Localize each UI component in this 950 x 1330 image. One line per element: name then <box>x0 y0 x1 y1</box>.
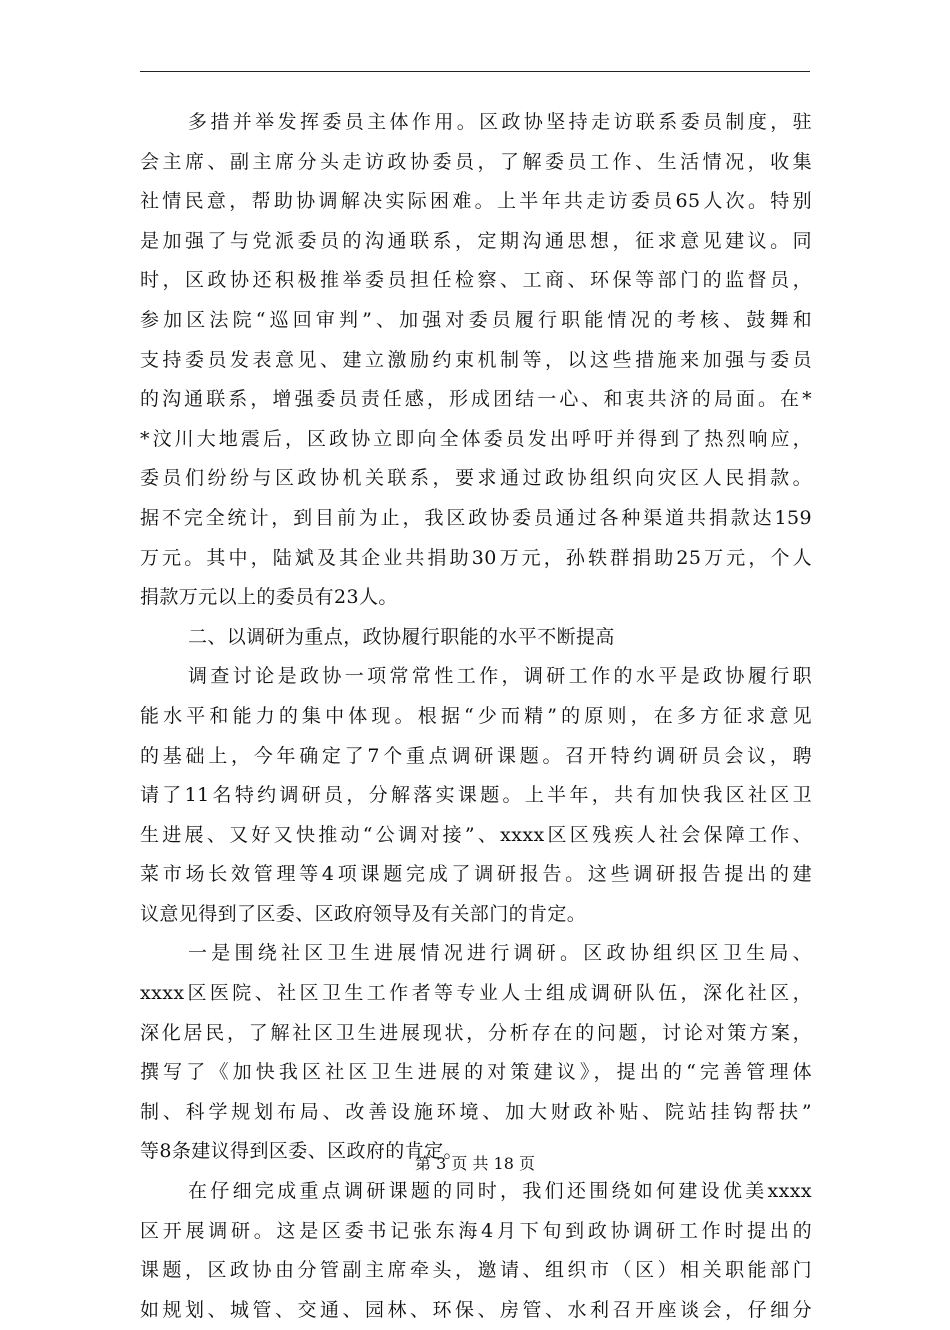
text-line: 捐款万元以上的委员有23人。 <box>140 586 398 609</box>
text-line: 的沟通联系，增强委员责任感，形成团结一心、和衷共济的局面。在* <box>140 388 812 411</box>
text-line: 菜市场长效管理等4项课题完成了调研报告。这些调研报告提出的建 <box>140 863 812 886</box>
text-line: 时，区政协还积极推举委员担任检察、工商、环保等部门的监督员， <box>140 269 812 292</box>
text-line: 生进展、又好又快推动“公调对接”、xxxx区区残疾人社会保障工作、 <box>140 823 812 846</box>
text-line: 深化居民，了解社区卫生进展现状，分析存在的问题，讨论对策方案， <box>140 1021 812 1044</box>
text-line: 课题，区政协由分管副主席牵头，邀请、组织市（区）相关职能部门 <box>140 1259 812 1282</box>
text-line: 议意见得到了区委、区政府领导及有关部门的肯定。 <box>140 902 587 925</box>
text-line: 请了11名特约调研员，分解落实课题。上半年，共有加快我区社区卫 <box>140 784 812 807</box>
text-line: 区开展调研。这是区委书记张东海4月下旬到政协调研工作时提出的 <box>140 1219 812 1242</box>
header-rule <box>140 71 810 72</box>
text-line: 调查讨论是政协一项常常性工作，调研工作的水平是政协履行职 <box>188 665 812 688</box>
text-line: 多措并举发挥委员主体作用。区政协坚持走访联系委员制度，驻 <box>188 111 812 133</box>
text-line: xxxx区医院、社区卫生工作者等专业人士组成调研队伍，深化社区， <box>140 982 812 1005</box>
text-line: 制、科学规划布局、改善设施环境、加大财政补贴、院站挂钩帮扶” <box>140 1100 812 1123</box>
text-line: 能水平和能力的集中体现。根据“少而精”的原则，在多方征求意见 <box>140 704 812 727</box>
text-line: 在仔细完成重点调研课题的同时，我们还围绕如何建设优美xxxx <box>188 1180 812 1203</box>
text-line: 支持委员发表意见、建立激励约束机制等，以这些措施来加强与委员 <box>140 348 812 371</box>
text-line: 是加强了与党派委员的沟通联系，定期沟通思想，征求意见建议。同 <box>140 229 812 252</box>
text-line: 据不完全统计，到目前为止，我区政协委员通过各种渠道共捐款达159 <box>140 506 812 529</box>
text-line: 一是围绕社区卫生进展情况进行调研。区政协组织区卫生局、 <box>188 942 812 965</box>
text-line: 委员们纷纷与区政协机关联系，要求通过政协组织向灾区人民捐款。 <box>140 467 812 490</box>
text-line: *汶川大地震后，区政协立即向全体委员发出呼吁并得到了热烈响应， <box>140 427 812 450</box>
text-line: 的基础上，今年确定了7个重点调研课题。召开特约调研员会议，聘 <box>140 744 812 767</box>
document-body <box>140 103 812 1330</box>
page-number: 第 3 页 共 18 页 <box>415 1154 535 1173</box>
text-line: 撰写了《加快我区社区卫生进展的对策建议》，提出的“完善管理体 <box>140 1061 812 1084</box>
text-line: 社情民意，帮助协调解决实际困难。上半年共走访委员65人次。特别 <box>140 190 812 213</box>
text-line: 会主席、副主席分头走访政协委员，了解委员工作、生活情况，收集 <box>140 150 812 173</box>
text-line: 等8条建议得到区委、区政府的肯定。 <box>140 1140 463 1163</box>
section-heading: 二、以调研为重点，政协履行职能的水平不断提高 <box>188 625 615 648</box>
text-line: 万元。其中，陆斌及其企业共捐助30万元，孙轶群捐助25万元，个人 <box>140 546 812 569</box>
text-line: 如规划、城管、交通、园林、环保、房管、水利召开座谈会，仔细分 <box>140 1298 812 1321</box>
text-line: 参加区法院“巡回审判”、加强对委员履行职能情况的考核、鼓舞和 <box>140 308 812 331</box>
